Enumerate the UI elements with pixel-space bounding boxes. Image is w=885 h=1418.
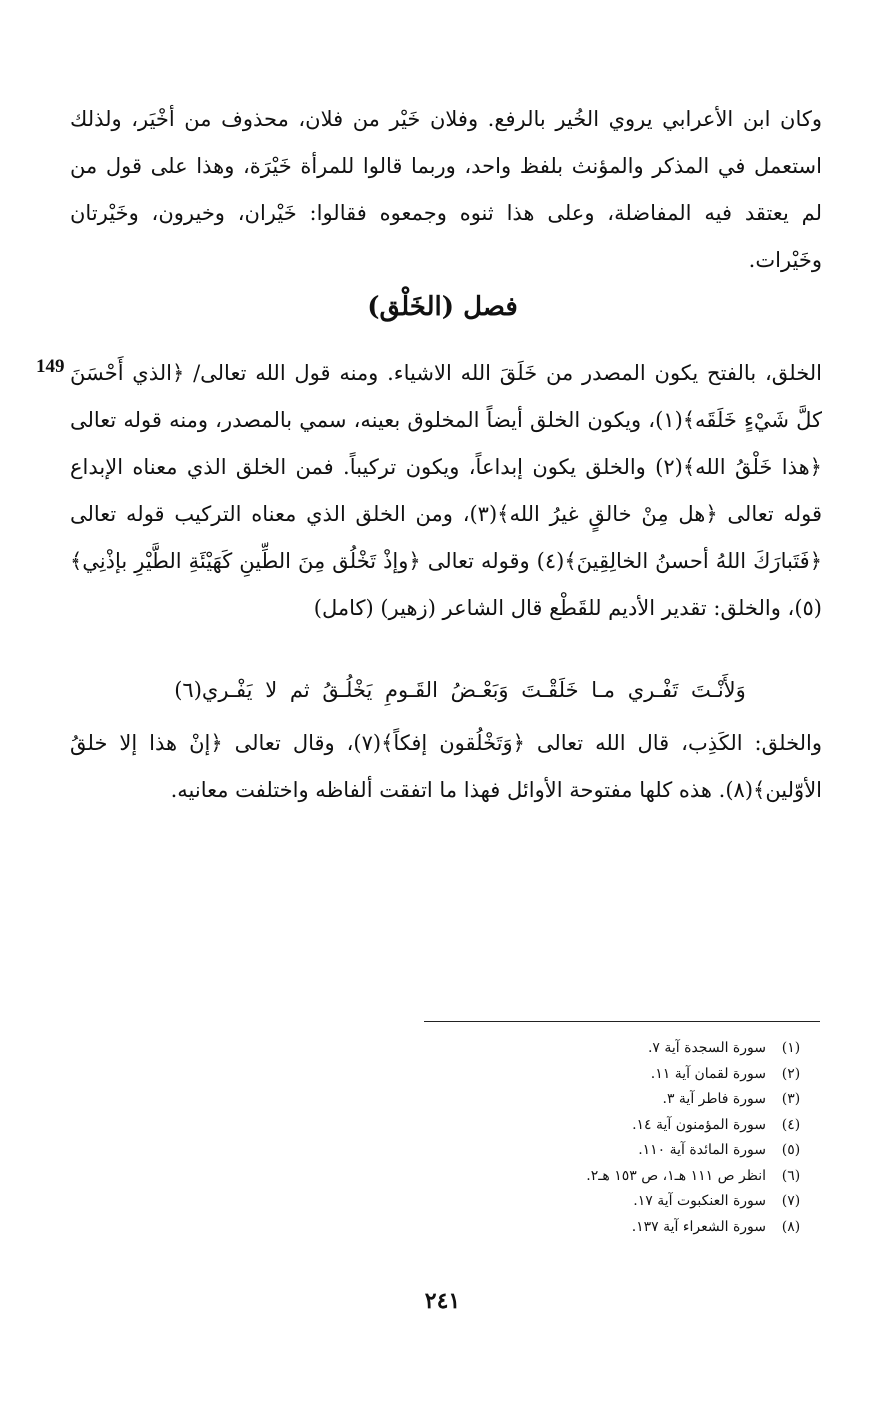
footnote-item bbox=[424, 1062, 816, 1088]
footnote-number: (٦) bbox=[781, 1167, 801, 1184]
poem-verse: وَلأَنْـتَ تَفْـري مـا خَلَقْـتَ وَبَعْـضُ القَـومِ يَخْلُـقُ ثم لا يَفْـري(٦) bbox=[174, 678, 746, 702]
footnote-text: سورة المائدة آية ١١٠. bbox=[638, 1142, 766, 1158]
section-heading: فصل (الخَلْق) bbox=[367, 292, 518, 322]
footnote-number: (٨) bbox=[781, 1218, 801, 1235]
paragraph-khalq bbox=[70, 350, 822, 632]
footnote-text: سورة العنكبوت آية ١٧. bbox=[633, 1193, 766, 1209]
paragraph-kadhib bbox=[70, 720, 822, 814]
footnote-item bbox=[424, 1036, 816, 1062]
footnote-divider bbox=[424, 1021, 820, 1022]
footnotes-list bbox=[424, 1036, 816, 1240]
footnote-text: سورة لقمان آية ١١. bbox=[650, 1065, 766, 1082]
footnote-number: (٣) bbox=[781, 1091, 801, 1107]
footnote-number: (٧) bbox=[781, 1193, 801, 1209]
footnote-item bbox=[424, 1164, 816, 1190]
footnote-text: سورة السجدة آية ٧. bbox=[647, 1040, 766, 1056]
footnote-number: (٤) bbox=[781, 1116, 801, 1133]
footnote-item bbox=[424, 1189, 816, 1215]
margin-page-reference: 149 bbox=[36, 356, 65, 377]
footnote-item bbox=[424, 1087, 816, 1113]
paragraph-text: وكان ابن الأعرابي يروي الخُير بالرفع. وفلان خَيْر من فلان، محذوف من أخْيَر، ولذلك استعمل في المذكر والمؤنث بلفظ واحد، وربما قالوا للمرأة خَيْرَة، وهذا على قول من لم يعتقد فيه المفاضلة، وعلى هذا ثنوه وجمعوه فقالوا: خَيْران، وخيرون، وخَيْرتان وخَيْرات. bbox=[70, 107, 822, 272]
footnote-text: سورة فاطر آية ٣. bbox=[662, 1091, 766, 1107]
paragraph-text: والخلق: الكَذِب، قال الله تعالى ﴿وَتَخْلُقون إفكاً﴾(٧)، وقال تعالى ﴿إنْ هذا إلا خلقُ الأوّلين﴾(٨). هذه كلها مفتوحة الأوائل فهذا ما اتفقت ألفاظه واختلفت معانيه. bbox=[70, 731, 822, 802]
footnote-text: سورة المؤمنون آية ١٤. bbox=[632, 1116, 766, 1133]
footnote-number: (٢) bbox=[781, 1065, 801, 1082]
paragraph-khayr bbox=[70, 96, 822, 284]
footnote-item bbox=[424, 1215, 816, 1241]
page-number: ٢٤١ bbox=[424, 1288, 461, 1314]
footnote-item bbox=[424, 1113, 816, 1139]
footnote-number: (١) bbox=[781, 1040, 801, 1056]
paragraph-text: الخلق، بالفتح يكون المصدر من خَلَقَ الله الاشياء. ومنه قول الله تعالى/ ﴿الذي أَحْسَنَ كلَّ شَيْءٍ خَلَقَه﴾(١)، ويكون الخلق أيضاً المخلوق بعينه، سمي بالمصدر، ومنه قوله تعالى ﴿هذا خَلْقُ الله﴾(٢) والخلق يكون إبداعاً، ويكون تركيباً. فمن الخلق الذي معناه الإبداع قوله تعالى ﴿هل مِنْ خالقٍ غيرُ الله﴾(٣)، ومن الخلق الذي معناه التركيب قوله تعالى ﴿فَتَبارَكَ اللهُ أحسنُ الخالِقِينَ﴾(٤) وقوله تعالى ﴿وإذْ تَخْلُق مِنَ الطِّينِ كَهَيْئَةِ الطَّيْرِ بإذْنِي﴾(٥)، والخلق: تقدير الأديم للقَطْع قال الشاعر (زهير) (كامل) bbox=[70, 361, 822, 620]
footnote-number: (٥) bbox=[781, 1142, 801, 1158]
footnote-text: انظر ص ١١١ هـ١، ص ١٥٣ هـ٢. bbox=[586, 1167, 766, 1184]
footnote-text: سورة الشعراء آية ١٣٧. bbox=[631, 1218, 766, 1235]
footnote-item bbox=[424, 1138, 816, 1164]
